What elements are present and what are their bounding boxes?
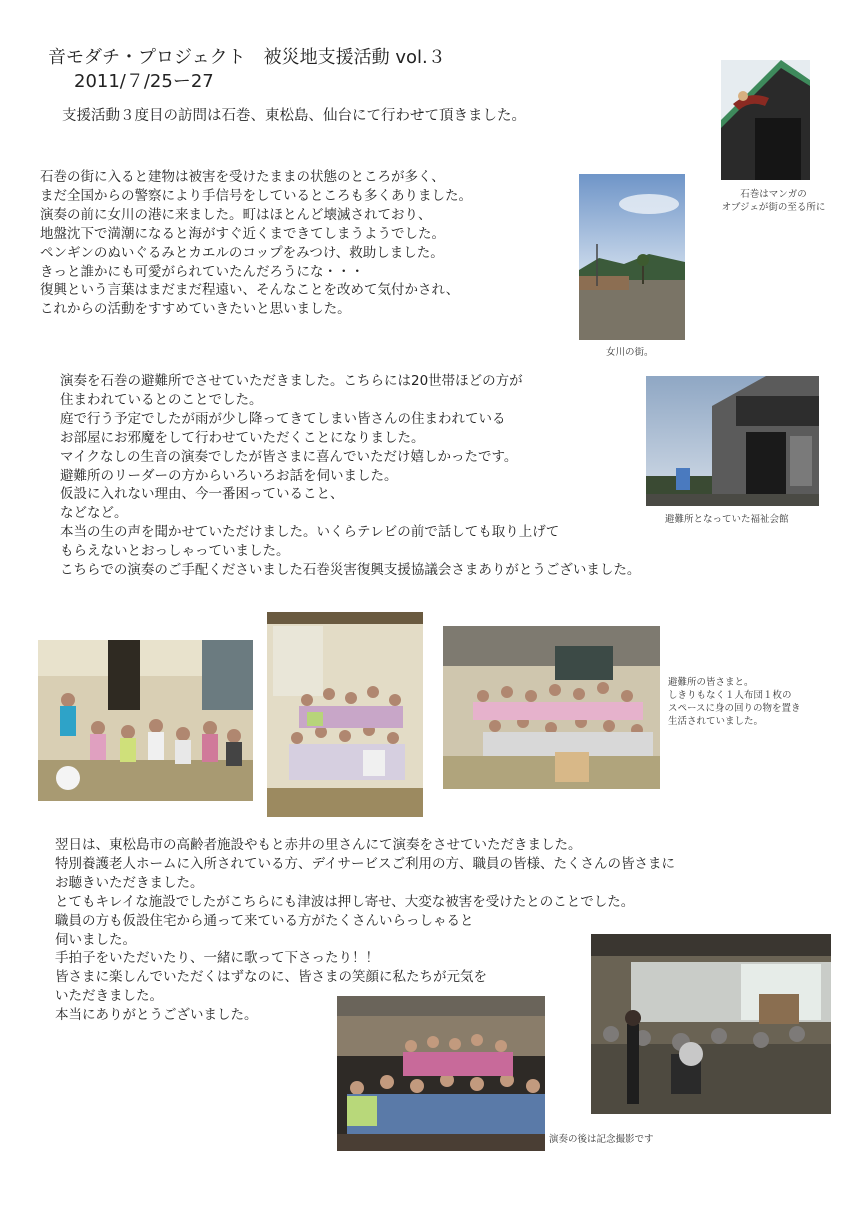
onagawa-town-photo: [579, 174, 685, 340]
text-line: とてもキレイな施設でしたがこちらにも津波は押し寄せ、大変な被害を受けたとのことでした。: [55, 893, 635, 910]
text-line: いただきました。: [55, 988, 163, 1005]
onagawa-photo-caption: 女川の街。: [606, 347, 654, 358]
text-line: お聴きいただきました。: [55, 874, 204, 891]
text-line: 地盤沈下で満潮になると海がすぐ近くまできてしまうようでした。: [40, 225, 445, 242]
text-line: 本当の生の声を聞かせていただけました。いくらテレビの前で話しても取り上げて: [60, 524, 560, 541]
section1-paragraph: [40, 168, 472, 319]
text-line: 伺いました。: [55, 931, 136, 948]
event-dates: 2011/７/25ー27: [74, 71, 214, 92]
text-line: 職員の方も仮設住宅から通って来ている方がたくさんいらっしゃると: [55, 912, 474, 929]
welfare-hall-photo: [646, 376, 819, 506]
text-line: 特別養護老人ホームに入所されている方、デイサービスご利用の方、職員の皆様、たくさんの皆さまに: [55, 855, 676, 872]
text-line: 手拍子をいただいたり、一緒に歌って下さったり！！: [55, 950, 379, 967]
text-line: 復興という言葉はまだまだ程遠い、そんなことを改めて気付かされ、: [40, 282, 460, 299]
manga-objet-photo: [721, 60, 810, 180]
text-line: 住まわれているとのことでした。: [60, 391, 263, 408]
text-line: 庭で行う予定でしたが雨が少し降ってきてしまい皆さんの住まわれている: [60, 410, 506, 427]
manga-photo-caption: 石巻はマンガの オブジェが街の至る所に: [721, 189, 826, 213]
shelter-group-photo-2: [267, 612, 423, 817]
welfare-hall-caption: 避難所となっていた福祉会館: [665, 514, 789, 525]
page-title: 音モダチ・プロジェクト 被災地支援活動 vol.３: [48, 47, 446, 68]
text-line: 翌日は、東松島市の高齢者施設やもと赤井の里さんにて演奏をさせていただきました。: [55, 837, 582, 853]
text-line: まだ全国からの警察により手信号をしているところも多くありました。: [40, 187, 472, 204]
text-line: お部屋にお邪魔をして行わせていただくことになりました。: [60, 429, 425, 446]
text-line: などなど。: [60, 505, 128, 522]
text-line: ペンギンのぬいぐるみとカエルのコップをみつけ、救助しました。: [40, 244, 444, 261]
text-line: 本当にありがとうございました。: [55, 1007, 258, 1024]
commemorative-group-photo: [337, 996, 545, 1151]
text-line: きっと誰かにも可愛がられていたんだろうにな・・・: [40, 263, 364, 280]
text-line: 避難所のリーダーの方からいろいろお話を伺いました。: [60, 467, 398, 484]
shelter-group-photo-1: [38, 640, 253, 801]
text-line: マイクなしの生音の演奏でしたが皆さまに喜んでいただけ嬉しかったです。: [60, 448, 518, 465]
shelter-group-photo-3: [443, 626, 660, 789]
text-line: 石巻の街に入ると建物は被害を受けたままの状態のところが多く、: [40, 169, 445, 185]
text-line: 演奏を石巻の避難所でさせていただきました。こちらには20世帯ほどの方が: [60, 373, 523, 389]
text-line: もらえないとおっしゃっていました。: [60, 543, 290, 560]
shelter-photos-caption: 避難所の皆さまと。 しきりもなく１人布団１枚の スペースに身の回りの物を置き 生活されていました。: [668, 677, 801, 727]
commemorative-photo-caption: 演奏の後は記念撮影です: [549, 1134, 654, 1145]
care-facility-performance-photo: [591, 934, 831, 1114]
lead-sentence: 支援活動３度目の訪問は石巻、東松島、仙台にて行わせて頂きました。: [62, 108, 526, 124]
text-line: 演奏の前に女川の港に来ました。町はほとんど壊滅されており、: [40, 206, 432, 223]
text-line: これからの活動をすすめていきたいと思いました。: [40, 301, 351, 318]
text-line: 皆さまに楽しんでいただくはずなのに、皆さまの笑顔に私たちが元気を: [55, 969, 487, 986]
text-line: こちらでの演奏のご手配くださいました石巻災害復興支援協議会さまありがとうございました。: [60, 562, 641, 579]
text-line: 仮設に入れない理由、今一番困っていること、: [60, 486, 344, 503]
section2-paragraph: [60, 372, 640, 580]
